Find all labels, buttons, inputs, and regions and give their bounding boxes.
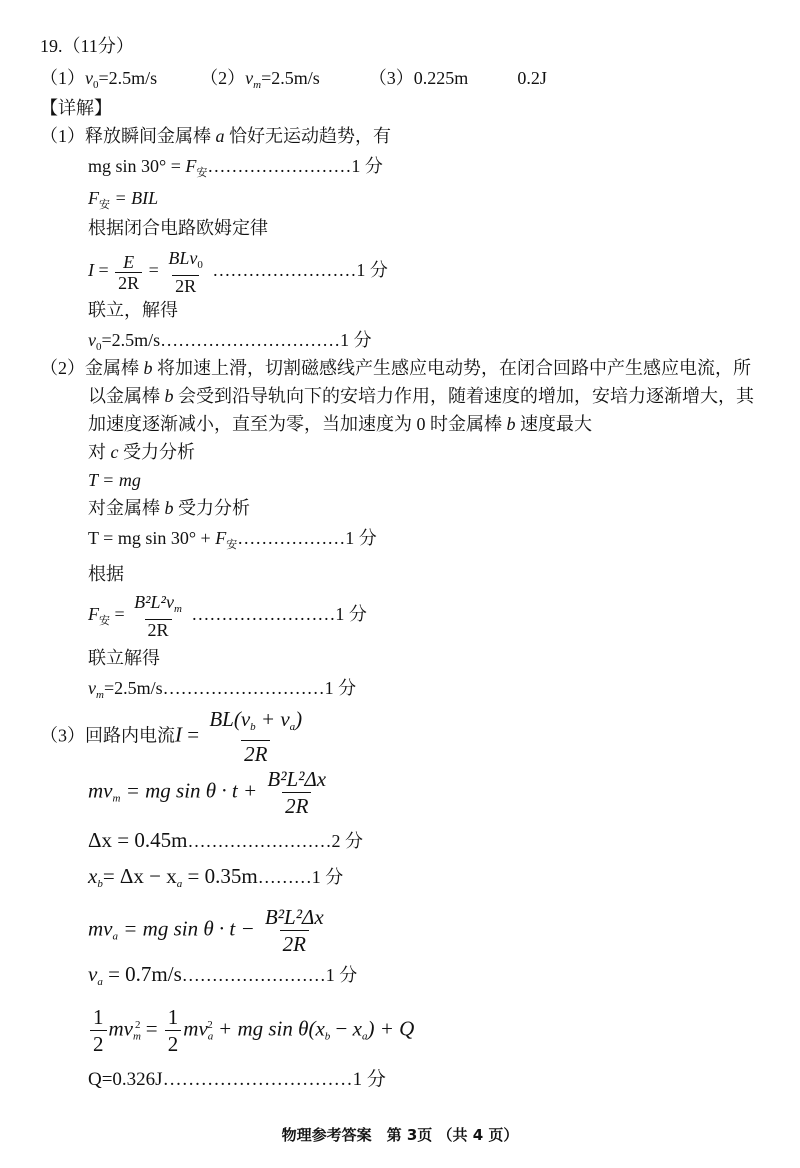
part1-solve: 联立，解得 [88, 300, 178, 320]
part3-Q: Q=0.326J…………………………1 分 [88, 1069, 386, 1090]
detail-heading: 【详解】 [40, 98, 112, 118]
part2-para-line2: 以金属棒 b 会受到沿导轨向下的安培力作用，随着速度的增加，安培力逐渐增大，其 [88, 386, 754, 406]
question-number: 19.（11分） [40, 36, 134, 56]
part1-eq2: $F_安$ = BIL [88, 188, 159, 211]
part2-solve: 联立解得 [88, 648, 160, 668]
part3-momentum-eq1: $mv_m$ = mg sin θ · t + $\frac{\text{B²L²Δx}}{2R}$ [88, 767, 327, 818]
page-footer: 物理参考答案 第 3页 （共 4 页） [281, 1126, 519, 1144]
part2-ampere-eq: $F_安$ = $\frac{B^2L^2v_m}{2R}$ ……………………1 分 [88, 592, 367, 640]
part3-xb: $x_b= \Delta x - x_a$ = 0.35m………1 分 [88, 864, 344, 890]
part1-result: $v_0=2.5m/s\dots\dots\dots\dots\dots\dots\dots\dots\dots\dots 1$ 分 [88, 330, 372, 353]
part3-energy-eq: $\frac{1}{2}$ $mv_m^2$ = $\frac{1}{2}$ $mv_a^2$ + mg $\sin \theta(x_b - x_a) + Q$ [88, 1004, 414, 1057]
part2-para-line3: 加速度逐渐减小，直至为零，当加速度为 0 时金属棒 b 速度最大 [88, 414, 592, 434]
part1-eq3: I = $\frac{E}{2R}$ = $\frac{BLv_0}{2R}$ ……………………1 分 [88, 248, 388, 296]
part2-result: $v_m=2.5m/s\dots\dots\dots\dots\dots\dots\dots\dots\dots 1$ 分 [88, 678, 357, 701]
part2-para-line1: （2）金属棒 b 将加速上滑，切割磁感线产生感应电动势，在闭合回路中产生感应电流，所 [40, 358, 751, 378]
part3-momentum-eq2: $mv_a$ = mg sin θ · t − $\frac{\text{B²L²Δx}}{2R}$ [88, 905, 324, 956]
part2-c-analysis: 对 c 受力分析 [88, 442, 195, 462]
answer-summary: $(1)v_0=2.5m/s$ $(2)v_m=2.5m/s$ （3）0.225m 0.2J [40, 68, 547, 91]
part1-law: 根据闭合电路欧姆定律 [88, 218, 268, 238]
part3-dx: Δx = 0.45m……………………2 分 [88, 828, 363, 852]
part1-eq1: mg $\sin 30^\circ = F_安\dots\dots\dots\dots\dots\dots\dots\dots 1$ 分 [88, 156, 383, 179]
part1-intro: （1）释放瞬间金属棒 a 恰好无运动趋势，有 [40, 126, 391, 146]
part2-T-eq: T = mg [88, 470, 141, 490]
part2-basis: 根据 [88, 564, 124, 584]
part3-current: （3）回路内电流I = $\frac{BL(v_b + v_a)}{2R}$ [40, 707, 303, 766]
part2-b-analysis: 对金属棒 b 受力分析 [88, 498, 250, 518]
part3-va: $v_a$ = 0.7m/s……………………1 分 [88, 962, 358, 988]
part2-T-force-eq: T = mg $\sin 30^\circ + F_安\dots\dots\dots\dots\dots\dots 1$ 分 [88, 528, 377, 551]
